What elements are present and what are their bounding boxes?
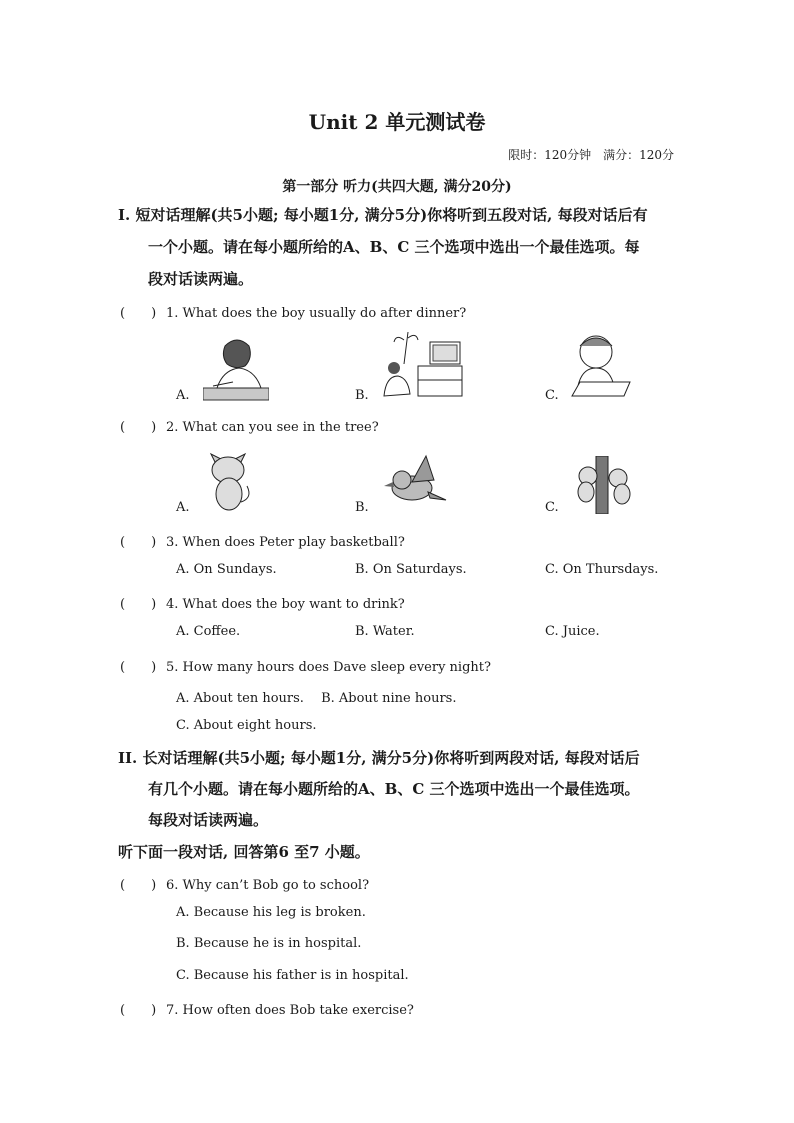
answer-bracket[interactable]: ( )	[120, 420, 157, 435]
section1-line3: 段对话读两遍。	[148, 270, 254, 288]
option-c-label: C.	[545, 388, 559, 403]
boy-eating-icon	[570, 330, 632, 400]
question-7	[120, 999, 414, 1018]
monkey-in-tree-icon	[572, 456, 640, 514]
option-b-label: B.	[355, 500, 369, 515]
answer-bracket[interactable]: ( )	[120, 660, 157, 675]
bird-icon	[382, 454, 448, 510]
option-a[interactable]: A. Because his leg is broken.	[176, 905, 366, 920]
page-title: Unit 2 单元测试卷	[308, 110, 486, 134]
answer-bracket[interactable]: ( )	[120, 1003, 157, 1018]
section2-line2: 有几个小题。请在每小题所给的A、B、C 三个选项中选出一个最佳选项。	[148, 780, 640, 798]
question-text: 2. What can you see in the tree?	[166, 420, 379, 435]
question-text: 5. How many hours does Dave sleep every night?	[166, 660, 491, 675]
section2-line1: II. 长对话理解(共5小题; 每小题1分, 满分5分)你将听到两段对话, 每段对话后	[118, 749, 640, 767]
question-3	[120, 531, 405, 550]
question-text: 1. What does the boy usually do after dinner?	[166, 306, 467, 321]
answer-bracket[interactable]: ( )	[120, 597, 157, 612]
boy-writing-homework-icon	[203, 336, 269, 402]
option-c[interactable]: C. About eight hours.	[176, 718, 317, 733]
question-text: 4. What does the boy want to drink?	[166, 597, 405, 612]
section1-line1: I. 短对话理解(共5小题; 每小题1分, 满分5分)你将听到五段对话, 每段对话后有	[118, 206, 648, 224]
girl-watching-tv-icon	[380, 328, 464, 398]
time-limit: 限时：120分钟 满分：120分	[508, 148, 674, 162]
part-heading: 第一部分 听力(共四大题, 满分20分)	[282, 179, 512, 195]
option-b[interactable]: B. Water.	[355, 624, 415, 639]
question-4	[120, 593, 405, 612]
option-a-label: A.	[176, 388, 190, 403]
question-6	[120, 874, 369, 893]
option-c[interactable]: C. Because his father is in hospital.	[176, 968, 409, 983]
answer-bracket[interactable]: ( )	[120, 878, 157, 893]
cat-icon	[203, 448, 253, 512]
option-a[interactable]: A. On Sundays.	[176, 562, 277, 577]
question-text: 6. Why can’t Bob go to school?	[166, 878, 370, 893]
option-c[interactable]: C. On Thursdays.	[545, 562, 659, 577]
question-text: 7. How often does Bob take exercise?	[166, 1003, 414, 1018]
option-b[interactable]: B. On Saturdays.	[355, 562, 467, 577]
answer-bracket[interactable]: ( )	[120, 306, 157, 321]
question-2	[120, 416, 379, 435]
section1-line2: 一个小题。请在每小题所给的A、B、C 三个选项中选出一个最佳选项。每	[148, 238, 640, 256]
option-c[interactable]: C. Juice.	[545, 624, 600, 639]
option-b-label: B.	[355, 388, 369, 403]
option-c-label: C.	[545, 500, 559, 515]
options-a-b[interactable]: A. About ten hours. B. About nine hours.	[176, 691, 457, 706]
option-a[interactable]: A. Coffee.	[176, 624, 241, 639]
section2-instruction: 听下面一段对话, 回答第6 至7 小题。	[118, 843, 370, 861]
option-a-label: A.	[176, 500, 190, 515]
question-text: 3. When does Peter play basketball?	[166, 535, 405, 550]
question-5	[120, 656, 491, 675]
answer-bracket[interactable]: ( )	[120, 535, 157, 550]
option-b[interactable]: B. Because he is in hospital.	[176, 936, 362, 951]
section2-line3: 每段对话读两遍。	[148, 811, 269, 829]
question-1	[120, 302, 466, 321]
